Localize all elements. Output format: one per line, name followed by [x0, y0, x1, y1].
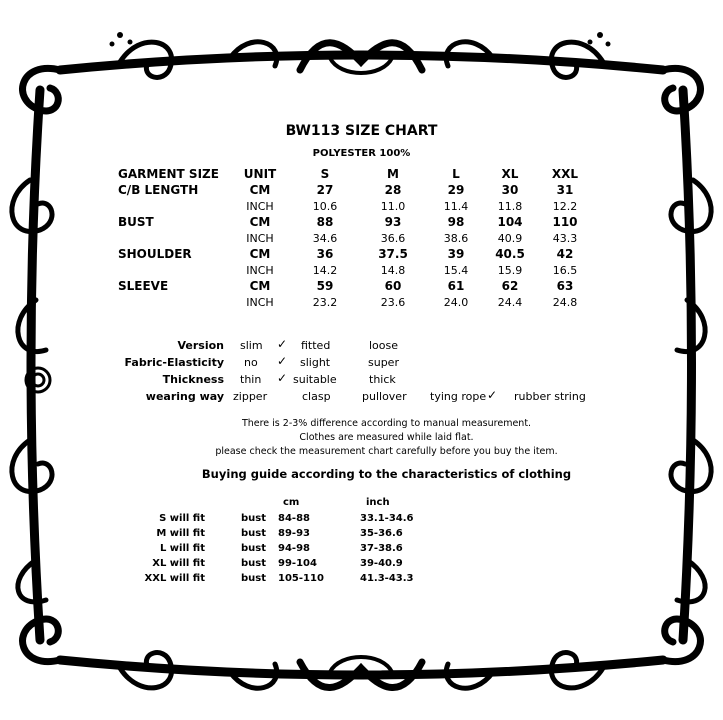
- cell-cm: 36: [316, 247, 334, 261]
- note-line: There is 2-3% difference according to manual measurement.: [241, 418, 532, 429]
- cell-inch: 11.8: [497, 200, 523, 213]
- cell-cm: 93: [384, 215, 402, 229]
- guide-row-label: XL will fit: [152, 558, 205, 569]
- cell-inch: 10.6: [312, 200, 338, 213]
- attr-label-wearing-way: wearing way: [145, 390, 224, 403]
- cell-inch: 36.6: [380, 232, 406, 245]
- cell-cm: 39: [447, 247, 465, 261]
- guide-row-label: XXL will fit: [144, 573, 205, 584]
- unit-cm: CM: [249, 215, 271, 229]
- unit-inch: INCH: [246, 200, 274, 213]
- attr-option: loose: [369, 339, 399, 352]
- attr-option: pullover: [362, 390, 407, 403]
- cell-cm: 31: [556, 183, 574, 197]
- header-size-l: L: [452, 167, 460, 181]
- cell-cm: 27: [316, 183, 334, 197]
- attr-option: no: [244, 356, 258, 369]
- cell-cm: 30: [501, 183, 519, 197]
- attr-option: slight: [300, 356, 331, 369]
- check-mark-icon: ✓: [277, 337, 288, 351]
- note-line: Clothes are measured while laid flat.: [299, 432, 474, 443]
- guide-row-part: bust: [241, 513, 267, 524]
- guide-row-inch: 33.1-34.6: [360, 513, 414, 524]
- cell-inch: 12.2: [552, 200, 578, 213]
- cell-cm: 28: [384, 183, 402, 197]
- attr-label-fabric-elasticity: Fabric-Elasticity: [124, 356, 224, 369]
- cell-inch: 11.4: [443, 200, 469, 213]
- header-size-m: M: [387, 167, 399, 181]
- cell-inch: 15.4: [443, 264, 469, 277]
- unit-cm: CM: [249, 183, 271, 197]
- check-mark-icon: ✓: [487, 388, 498, 402]
- header-size-xxl: XXL: [551, 167, 579, 181]
- row-label-cb-length: C/B LENGTH: [118, 183, 199, 197]
- attr-option: fitted: [301, 339, 331, 352]
- cell-cm: 61: [447, 279, 465, 293]
- header-garment-size: GARMENT SIZE: [118, 167, 219, 181]
- unit-inch: INCH: [246, 296, 274, 309]
- guide-header-cm: cm: [283, 497, 300, 508]
- guide-row-inch: 35-36.6: [360, 528, 403, 539]
- guide-row-cm: 89-93: [278, 528, 310, 539]
- cell-inch: 11.0: [380, 200, 406, 213]
- row-label-bust: BUST: [118, 215, 154, 229]
- guide-row-label: S will fit: [159, 513, 205, 524]
- cell-inch: 14.8: [380, 264, 406, 277]
- row-label-sleeve: SLEEVE: [118, 279, 169, 293]
- attr-option: thick: [369, 373, 396, 386]
- cell-cm: 63: [556, 279, 574, 293]
- guide-row-label: M will fit: [156, 528, 205, 539]
- guide-row-part: bust: [241, 543, 267, 554]
- cell-cm: 40.5: [495, 247, 525, 261]
- cell-cm: 88: [316, 215, 334, 229]
- cell-cm: 42: [556, 247, 574, 261]
- unit-cm: CM: [249, 279, 271, 293]
- attr-label-thickness: Thickness: [162, 373, 224, 386]
- cell-inch: 34.6: [312, 232, 338, 245]
- attr-option: zipper: [233, 390, 268, 403]
- guide-row-inch: 41.3-43.3: [360, 573, 414, 584]
- guide-title: Buying guide according to the characteristics of clothing: [201, 467, 572, 481]
- guide-row-inch: 37-38.6: [360, 543, 403, 554]
- unit-cm: CM: [249, 247, 271, 261]
- cell-inch: 14.2: [312, 264, 338, 277]
- unit-inch: INCH: [246, 232, 274, 245]
- cell-inch: 38.6: [443, 232, 469, 245]
- unit-inch: INCH: [246, 264, 274, 277]
- cell-cm: 29: [447, 183, 465, 197]
- guide-row-cm: 105-110: [278, 573, 324, 584]
- attr-option: slim: [240, 339, 263, 352]
- cell-cm: 110: [552, 215, 578, 229]
- cell-cm: 60: [384, 279, 402, 293]
- cell-cm: 104: [497, 215, 523, 229]
- material-label: POLYESTER 100%: [312, 148, 411, 159]
- check-mark-icon: ✓: [277, 371, 288, 385]
- guide-row-inch: 39-40.9: [360, 558, 403, 569]
- guide-row-cm: 99-104: [278, 558, 317, 569]
- header-size-xl: XL: [501, 167, 519, 181]
- cell-inch: 24.0: [443, 296, 469, 309]
- guide-row-label: L will fit: [159, 543, 205, 554]
- attr-label-version: Version: [177, 339, 224, 352]
- attr-option: clasp: [302, 390, 331, 403]
- note-line: please check the measurement chart carefully before you buy the item.: [215, 446, 558, 457]
- cell-cm: 59: [316, 279, 334, 293]
- guide-header-inch: inch: [366, 497, 390, 508]
- guide-row-part: bust: [241, 528, 267, 539]
- cell-inch: 15.9: [497, 264, 523, 277]
- cell-inch: 23.6: [380, 296, 406, 309]
- header-size-s: S: [320, 167, 330, 181]
- cell-inch: 24.8: [552, 296, 578, 309]
- cell-cm: 98: [447, 215, 465, 229]
- guide-row-part: bust: [241, 558, 267, 569]
- cell-inch: 16.5: [552, 264, 578, 277]
- attr-option: tying rope: [430, 390, 487, 403]
- cell-cm: 62: [501, 279, 519, 293]
- attr-option: thin: [240, 373, 262, 386]
- cell-inch: 24.4: [497, 296, 523, 309]
- attr-option: suitable: [293, 373, 337, 386]
- guide-row-part: bust: [241, 573, 267, 584]
- attr-option: rubber string: [514, 390, 586, 403]
- page-title: BW113 SIZE CHART: [285, 123, 438, 139]
- header-unit: UNIT: [243, 167, 277, 181]
- row-label-shoulder: SHOULDER: [118, 247, 192, 261]
- check-mark-icon: ✓: [277, 354, 288, 368]
- cell-cm: 37.5: [378, 247, 408, 261]
- cell-inch: 40.9: [497, 232, 523, 245]
- guide-row-cm: 94-98: [278, 543, 310, 554]
- attr-option: super: [368, 356, 399, 369]
- cell-inch: 43.3: [552, 232, 578, 245]
- guide-row-cm: 84-88: [278, 513, 310, 524]
- cell-inch: 23.2: [312, 296, 338, 309]
